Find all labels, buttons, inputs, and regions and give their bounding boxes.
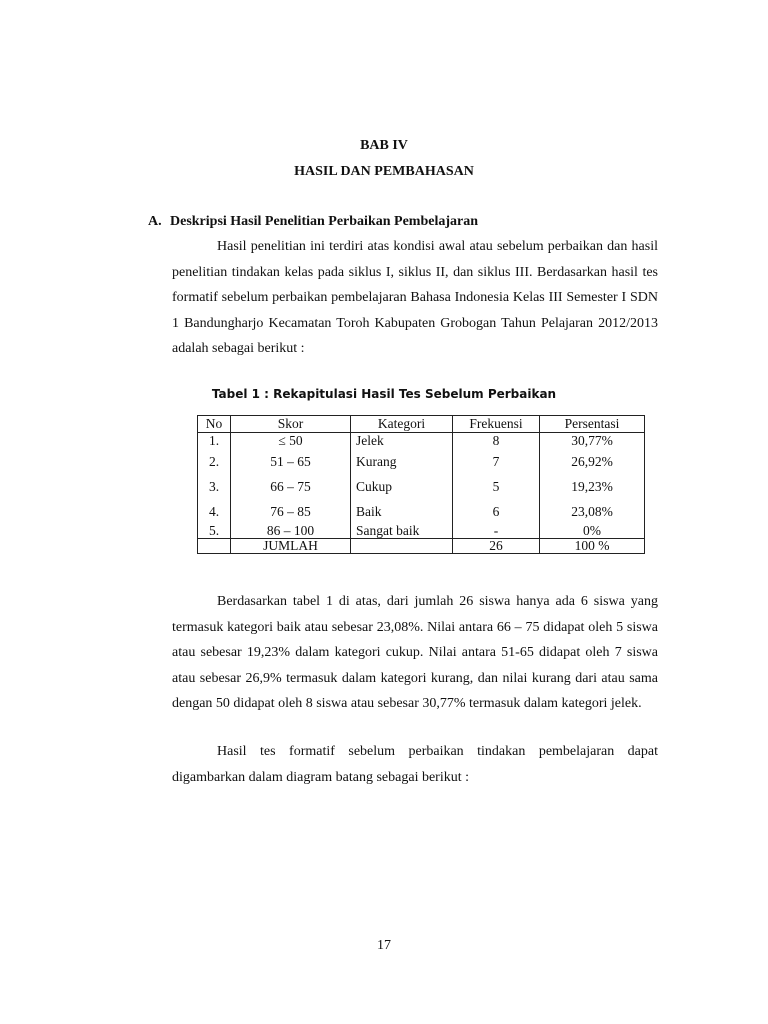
cell-total-empty [351,539,453,554]
cell-total-label: JUMLAH [231,539,351,554]
cell-kategori: Baik [351,499,453,524]
cell-persentasi: 30,77% [540,433,645,450]
cell-persentasi: 23,08% [540,499,645,524]
cell-no: 1. [198,433,231,450]
table-total-row [198,539,645,554]
column-header-skor: Skor [231,416,351,433]
cell-persentasi: 26,92% [540,449,645,474]
cell-skor: ≤ 50 [231,433,351,450]
cell-kategori: Cukup [351,474,453,499]
cell-frekuensi: - [453,524,540,539]
cell-total-percentage: 100 % [540,539,645,554]
column-header-kategori: Kategori [351,416,453,433]
cell-skor: 51 – 65 [231,449,351,474]
page-number: 17 [377,938,391,953]
closing-paragraph: Hasil tes formatif sebelum perbaikan tindakan pembelajaran dapat digambarkan dalam diagram batang sebagai berikut : [172,744,658,785]
table-caption: Tabel 1 : Rekapitulasi Hasil Tes Sebelum Perbaikan [211,387,557,401]
table-row [198,474,645,499]
table-row [198,449,645,474]
chapter-number: BAB IV [360,138,408,153]
chapter-title: HASIL DAN PEMBAHASAN [294,164,474,179]
cell-kategori: Kurang [351,449,453,474]
section-heading [148,213,478,231]
section-letter: A. [148,214,162,229]
cell-skor: 76 – 85 [231,499,351,524]
analysis-paragraph: Berdasarkan tabel 1 di atas, dari jumlah 26 siswa hanya ada 6 siswa yang termasuk kategori baik atau sebesar 23,08%. Nilai antara 66 – 75 didapat oleh 5 siswa atau sebesar 19,23% dalam kategori cukup. Nilai antara 51-65 didapat oleh 7 siswa atau sebesar 26,9% termasuk dalam kategori kurang, dan nilai kurang dari atau sama dengan 50 didapat oleh 8 siswa atau sebesar 30,77% termasuk dalam kategori jelek. [172,594,658,712]
cell-frekuensi: 5 [453,474,540,499]
cell-no: 3. [198,474,231,499]
cell-frekuensi: 6 [453,499,540,524]
cell-total-blank [198,539,231,554]
cell-frekuensi: 8 [453,433,540,450]
table-row [198,433,645,450]
table-header-row [198,416,645,433]
section-title: Deskripsi Hasil Penelitian Perbaikan Pembelajaran [170,214,478,229]
cell-skor: 66 – 75 [231,474,351,499]
table-row [198,499,645,524]
column-header-frekuensi: Frekuensi [453,416,540,433]
recap-table [197,415,645,554]
cell-no: 4. [198,499,231,524]
column-header-no: No [198,416,231,433]
cell-skor: 86 – 100 [231,524,351,539]
cell-frekuensi: 7 [453,449,540,474]
column-header-persentasi: Persentasi [540,416,645,433]
cell-persentasi: 19,23% [540,474,645,499]
cell-no: 2. [198,449,231,474]
cell-no: 5. [198,524,231,539]
intro-paragraph: Hasil penelitian ini terdiri atas kondisi awal atau sebelum perbaikan dan hasil penelitian tindakan kelas pada siklus I, siklus II, dan siklus III. Berdasarkan hasil tes formatif sebelum perbaikan pembelajaran Bahasa Indonesia Kelas III Semester I SDN 1 Bandungharjo Kecamatan Toroh Kabupaten Grobogan Tahun Pelajaran 2012/2013 adalah sebagai berikut : [172,239,658,357]
cell-persentasi: 0% [540,524,645,539]
cell-kategori: Jelek [351,433,453,450]
cell-total-frequency: 26 [453,539,540,554]
cell-kategori: Sangat baik [351,524,453,539]
table-row [198,524,645,539]
